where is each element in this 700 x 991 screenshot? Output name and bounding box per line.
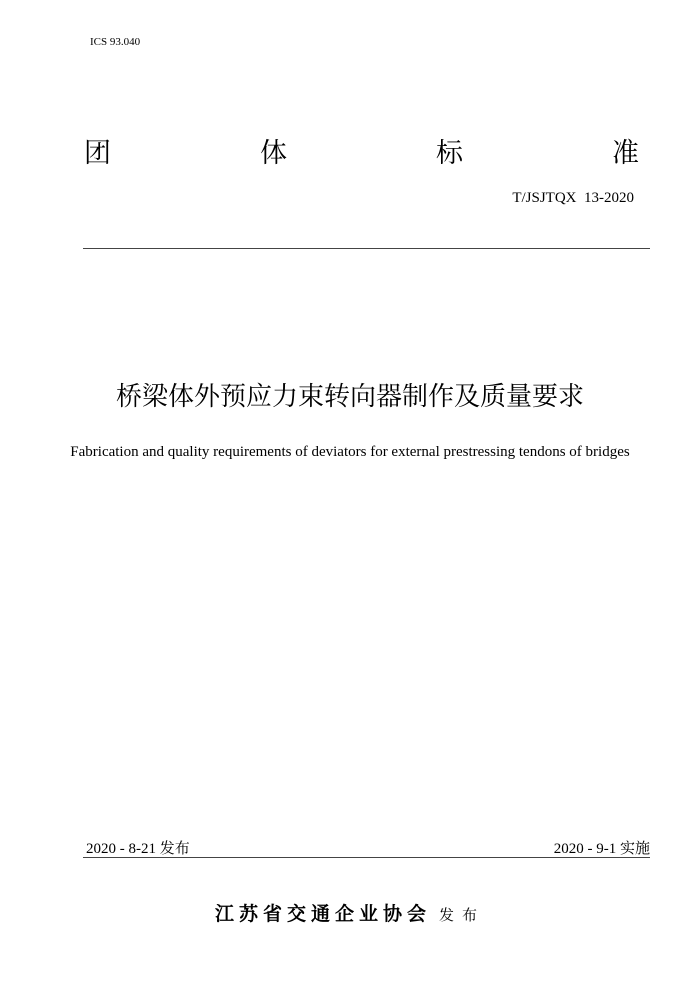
- implementation-date: 2020 - 9-1 实施: [553, 841, 650, 857]
- category-char: 团: [84, 138, 111, 169]
- category-char: 体: [260, 138, 287, 169]
- publisher: [0, 899, 700, 926]
- category-char: 准: [612, 138, 639, 169]
- publisher-name: 江苏省交通企业协会: [214, 903, 431, 925]
- category-char: 标: [436, 138, 463, 169]
- title-english: Fabrication and quality requirements of deviators for external prestressing tendons of bridges: [70, 444, 630, 460]
- ics-code: ICS 93.040: [90, 36, 141, 48]
- footer-divider: [83, 857, 650, 858]
- standard-category: [84, 136, 639, 172]
- publisher-suffix: 发布: [439, 906, 486, 924]
- issue-date: 2020 - 8-21 发布: [86, 841, 190, 857]
- header-divider: [83, 248, 650, 249]
- standard-number: T/JSJTQX 13-2020: [512, 190, 634, 206]
- title-chinese: 桥梁体外预应力束转向器制作及质量要求: [115, 382, 584, 412]
